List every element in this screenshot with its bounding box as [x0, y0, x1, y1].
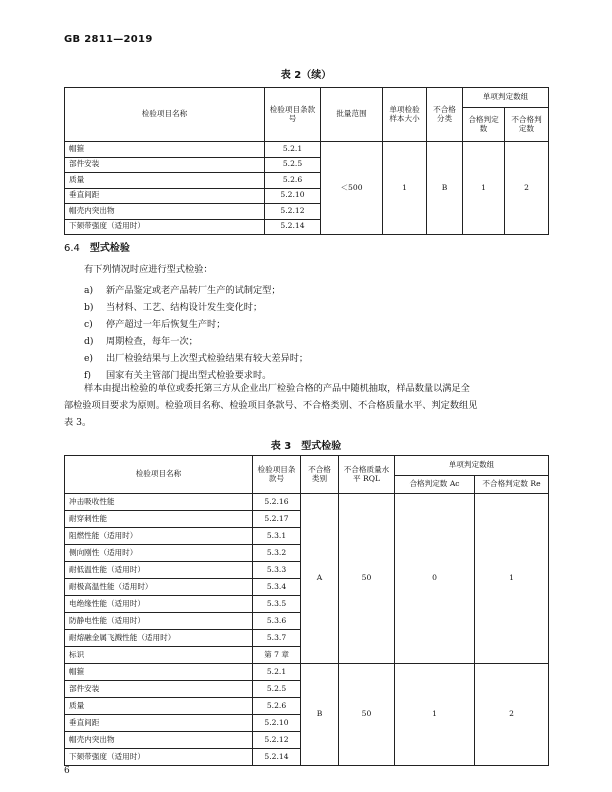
table-cell-clause: 5.2.12: [265, 204, 321, 220]
list-item: c) 停产超过一年后恢复生产时；: [84, 319, 226, 330]
table-cell-name: 帽壳内突出物: [65, 732, 253, 749]
header-item-name: 检验项目名称: [65, 456, 253, 494]
section-paragraph-line3: 表 3。: [64, 417, 92, 428]
table-cell-clause: 5.2.10: [253, 715, 301, 732]
table-cell-name: 标识: [65, 647, 253, 664]
table2: [64, 87, 549, 235]
group-a-accept-number: 0: [395, 494, 475, 664]
header-reject-number: 不合格判定数 Re: [475, 476, 549, 494]
header-judgement-group: 单项判定数组: [463, 88, 549, 108]
table-cell-clause: 5.2.14: [265, 219, 321, 235]
header-judgement-group: 单项判定数组: [395, 456, 549, 476]
group-b-reject-number: 2: [475, 664, 549, 766]
merged-accept-number: 1: [463, 142, 505, 235]
section-paragraph-line2: 部检验项目要求为原则。检验项目名称、检验项目条款号、不合格类别、不合格质量水平、判定数组见: [64, 400, 478, 411]
group-a-category: A: [301, 494, 339, 664]
table-cell-name: 帽箍: [65, 664, 253, 681]
table-cell-name: 耐低温性能（适用时）: [65, 562, 253, 579]
header-clause-no: 检验项目条款号: [253, 456, 301, 494]
merged-class: B: [427, 142, 463, 235]
group-b-rql: 50: [339, 664, 395, 766]
merged-batch-range: ＜500: [321, 142, 383, 235]
table-cell-name: 部件安装: [65, 157, 265, 173]
table-cell-clause: 5.2.5: [253, 681, 301, 698]
header-nonconform-category: 不合格类别: [301, 456, 339, 494]
table-cell-clause: 5.2.5: [265, 157, 321, 173]
table-cell-clause: 5.3.5: [253, 596, 301, 613]
table-cell-clause: 5.3.4: [253, 579, 301, 596]
table-cell-clause: 5.2.6: [265, 173, 321, 189]
table-cell-clause: 5.2.1: [253, 664, 301, 681]
list-item: b) 当材料、工艺、结构设计发生变化时；: [84, 302, 263, 313]
group-b-category: B: [301, 664, 339, 766]
merged-reject-number: 2: [505, 142, 549, 235]
table-cell-clause: 5.2.12: [253, 732, 301, 749]
table-cell-clause: 5.3.1: [253, 528, 301, 545]
header-rql: 不合格质量水平 RQL: [339, 456, 395, 494]
list-item: f) 国家有关主管部门提出型式检验要求时。: [84, 370, 272, 381]
header-batch-range: 批量范围: [321, 88, 383, 142]
header-accept-number: 合格判定数: [463, 108, 505, 142]
list-item: e) 出厂检验结果与上次型式检验结果有较大差异时；: [84, 353, 309, 364]
section-paragraph-line1: 样本由提出检验的单位或委托第三方从企业出厂检验合格的产品中随机抽取，样品数量以满足全: [84, 383, 470, 394]
table-cell-clause: 5.3.7: [253, 630, 301, 647]
table-cell-clause: 5.3.3: [253, 562, 301, 579]
table-cell-clause: 5.3.6: [253, 613, 301, 630]
table-cell-name: 耐熔融金属飞溅性能（适用时）: [65, 630, 253, 647]
header-item-name: 检验项目名称: [65, 88, 265, 142]
table-cell-name: 侧向刚性（适用时）: [65, 545, 253, 562]
group-a-reject-number: 1: [475, 494, 549, 664]
merged-sample-size: 1: [383, 142, 427, 235]
table-cell-name: 电绝缘性能（适用时）: [65, 596, 253, 613]
page-number: 6: [64, 766, 70, 776]
table-cell-name: 部件安装: [65, 681, 253, 698]
table-cell-clause: 5.2.16: [253, 494, 301, 511]
table-cell-name: 垂直间距: [65, 188, 265, 204]
header-accept-number: 合格判定数 Ac: [395, 476, 475, 494]
table-cell-clause: 第 7 章: [253, 647, 301, 664]
header-sample-size: 单项检验样本大小: [383, 88, 427, 142]
table3-caption: 表 3 型式检验: [270, 441, 342, 452]
table-cell-name: 帽壳内突出物: [65, 204, 265, 220]
section-heading: [64, 239, 130, 254]
table-cell-clause: 5.2.10: [265, 188, 321, 204]
table2-caption: 表 2（续）: [280, 70, 332, 81]
table-cell-name: 质量: [65, 173, 265, 189]
table-cell-name: 冲击吸收性能: [65, 494, 253, 511]
section-title: 型式检验: [89, 243, 130, 254]
table-cell-clause: 5.2.14: [253, 749, 301, 766]
list-item: d) 周期检查，每年一次；: [84, 336, 198, 347]
table-cell-name: 下颏带强度（适用时）: [65, 219, 265, 235]
table-cell-clause: 5.2.1: [265, 142, 321, 158]
table3: [64, 455, 549, 766]
table-cell-clause: 5.2.17: [253, 511, 301, 528]
section-number: 6.4: [64, 243, 80, 254]
table-cell-name: 帽箍: [65, 142, 265, 158]
table-cell-clause: 5.3.2: [253, 545, 301, 562]
table-cell-name: 质量: [65, 698, 253, 715]
header-nonconform-class: 不合格分类: [427, 88, 463, 142]
section-intro: 有下列情况时应进行型式检验：: [84, 264, 213, 275]
table-cell-clause: 5.2.6: [253, 698, 301, 715]
header-reject-number: 不合格判定数: [505, 108, 549, 142]
group-b-accept-number: 1: [395, 664, 475, 766]
table-cell-name: 下颏带强度（适用时）: [65, 749, 253, 766]
group-a-rql: 50: [339, 494, 395, 664]
table-cell-name: 耐穿刺性能: [65, 511, 253, 528]
header-clause-no: 检验项目条款号: [265, 88, 321, 142]
standard-number: GB 2811—2019: [64, 34, 153, 45]
list-item: a) 新产品鉴定或老产品转厂生产的试制定型；: [84, 285, 281, 296]
table-cell-name: 耐极高温性能（适用时）: [65, 579, 253, 596]
table-cell-name: 防静电性能（适用时）: [65, 613, 253, 630]
table-cell-name: 阻燃性能（适用时）: [65, 528, 253, 545]
table-cell-name: 垂直间距: [65, 715, 253, 732]
